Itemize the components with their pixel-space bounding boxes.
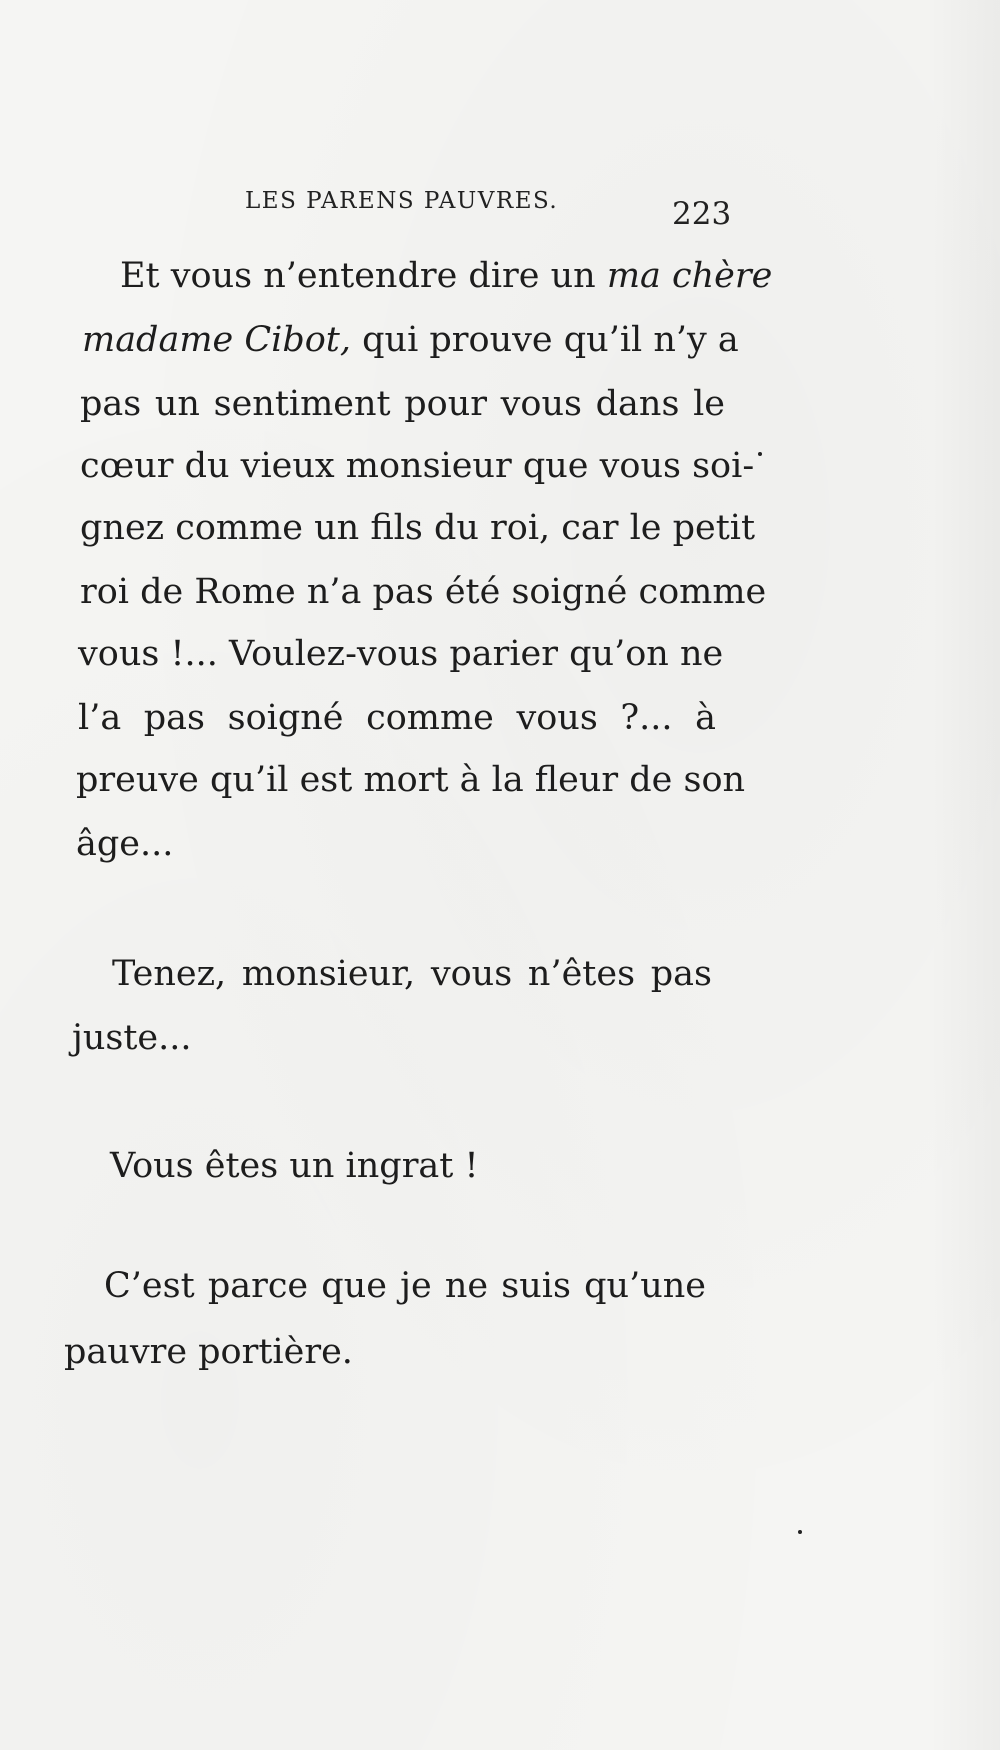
text-line: l’a pas soigné comme vous ?... à <box>78 698 716 738</box>
text-line: âge... <box>76 824 174 864</box>
print-speck <box>798 1530 802 1534</box>
text-line <box>82 318 739 362</box>
italic-run: ma chère <box>606 256 773 296</box>
text-line: preuve qu’il est mort à la fleur de son <box>76 760 746 800</box>
italic-run: madame Cibot, <box>82 320 351 360</box>
print-speck <box>758 452 762 456</box>
text-line <box>120 254 773 298</box>
text-line: Tenez, monsieur, vous n’êtes pas <box>112 954 712 994</box>
text-line: gnez comme un fils du roi, car le petit <box>80 508 756 548</box>
text-line: juste... <box>72 1018 192 1058</box>
text-line: pas un sentiment pour vous dans le <box>80 384 725 424</box>
page-number: 223 <box>672 196 732 232</box>
page-edge-shadow <box>930 0 1000 1750</box>
text-run: qui prouve qu’il n’y a <box>351 320 739 360</box>
text-line: Vous êtes un ingrat ! <box>110 1146 479 1186</box>
text-run: Et vous n’entendre dire un <box>120 256 607 296</box>
running-head: LES PARENS PAUVRES. <box>245 188 559 214</box>
text-line: roi de Rome n’a pas été soigné comme <box>80 572 767 612</box>
text-line: cœur du vieux monsieur que vous soi- <box>80 446 755 486</box>
text-line: pauvre portière. <box>64 1332 353 1372</box>
text-line: vous !... Voulez-vous parier qu’on ne <box>78 634 724 674</box>
text-line: C’est parce que je ne suis qu’une <box>104 1266 706 1306</box>
